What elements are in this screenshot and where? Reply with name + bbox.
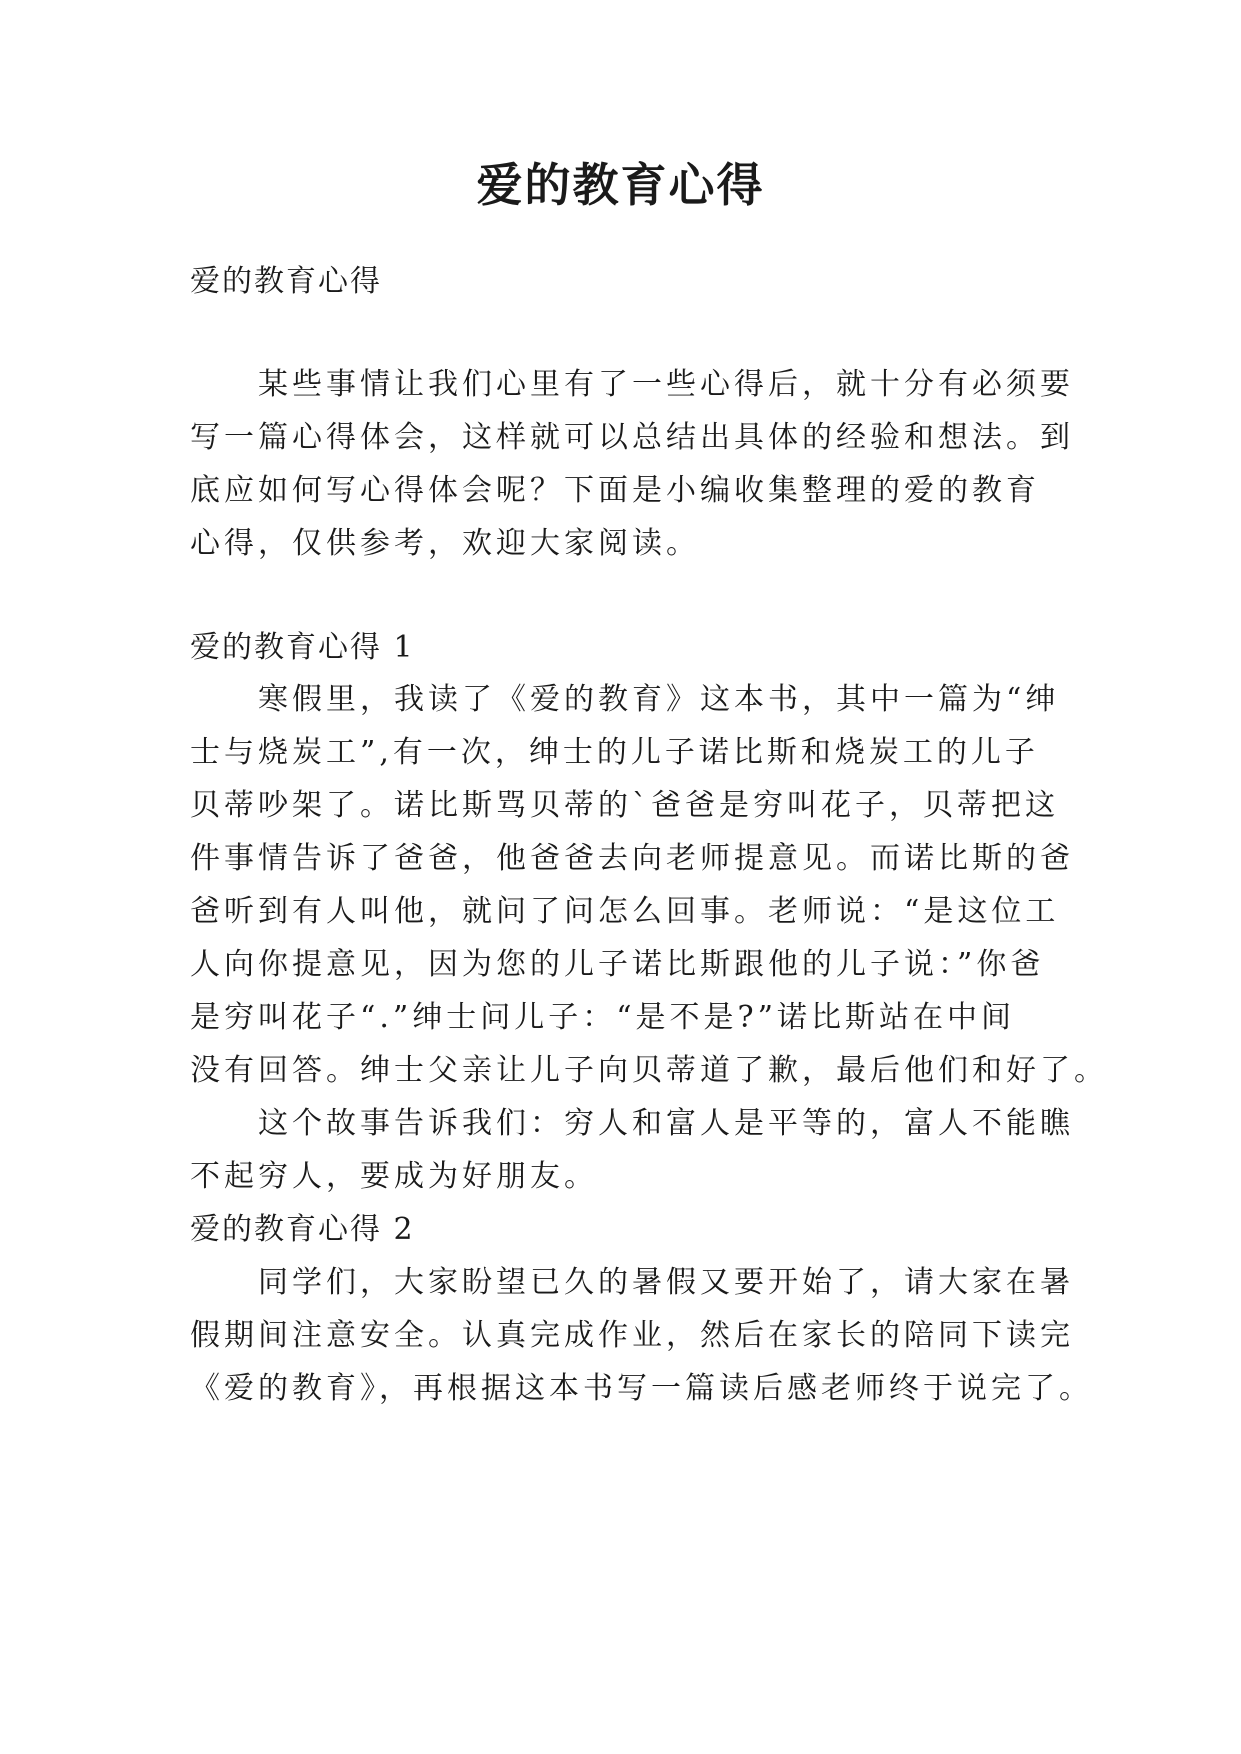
intro-line: 心得，仅供参考，欢迎大家阅读。 — [190, 526, 700, 561]
body-line: 这个故事告诉我们：穷人和富人是平等的，富人不能瞧 — [258, 1106, 1074, 1141]
body-line: 《爱的教育》，再根据这本书写一篇读后感老师终于说完了。 — [190, 1371, 1093, 1406]
document-title: 爱的教育心得 — [476, 158, 765, 212]
body-line: 贝蒂吵架了。诺比斯骂贝蒂的`爸爸是穷叫花子，贝蒂把这 — [190, 788, 1059, 823]
intro-line: 写一篇心得体会，这样就可以总结出具体的经验和想法。到 — [190, 420, 1074, 455]
body-line: 不起穷人，要成为好朋友。 — [190, 1159, 598, 1194]
body-line: 爸听到有人叫他，就问了问怎么回事。老师说：“是这位工 — [190, 894, 1060, 929]
body-line: 件事情告诉了爸爸，他爸爸去向老师提意见。而诺比斯的爸 — [190, 841, 1074, 876]
body-line: 同学们，大家盼望已久的暑假又要开始了，请大家在暑 — [258, 1265, 1074, 1300]
body-line: 是穷叫花子“.”绅士问儿子：“是不是?”诺比斯站在中间 — [190, 1000, 1015, 1035]
intro-line: 底应如何写心得体会呢？下面是小编收集整理的爱的教育 — [190, 473, 1040, 508]
section-heading-1: 爱的教育心得 1 — [190, 630, 415, 665]
body-line: 没有回答。绅士父亲让儿子向贝蒂道了歉，最后他们和好了。 — [190, 1053, 1108, 1088]
section-heading-2: 爱的教育心得 2 — [190, 1212, 415, 1247]
body-line: 人向你提意见，因为您的儿子诺比斯跟他的儿子说：”你爸 — [190, 947, 1045, 982]
body-line: 寒假里，我读了《爱的教育》这本书，其中一篇为“绅 — [258, 682, 1060, 717]
body-line: 假期间注意安全。认真完成作业，然后在家长的陪同下读完 — [190, 1318, 1074, 1353]
body-line: 士与烧炭工”,有一次，绅士的儿子诺比斯和烧炭工的儿子 — [190, 735, 1039, 770]
intro-line: 某些事情让我们心里有了一些心得后，就十分有必须要 — [258, 367, 1074, 402]
subtitle: 爱的教育心得 — [190, 264, 382, 299]
